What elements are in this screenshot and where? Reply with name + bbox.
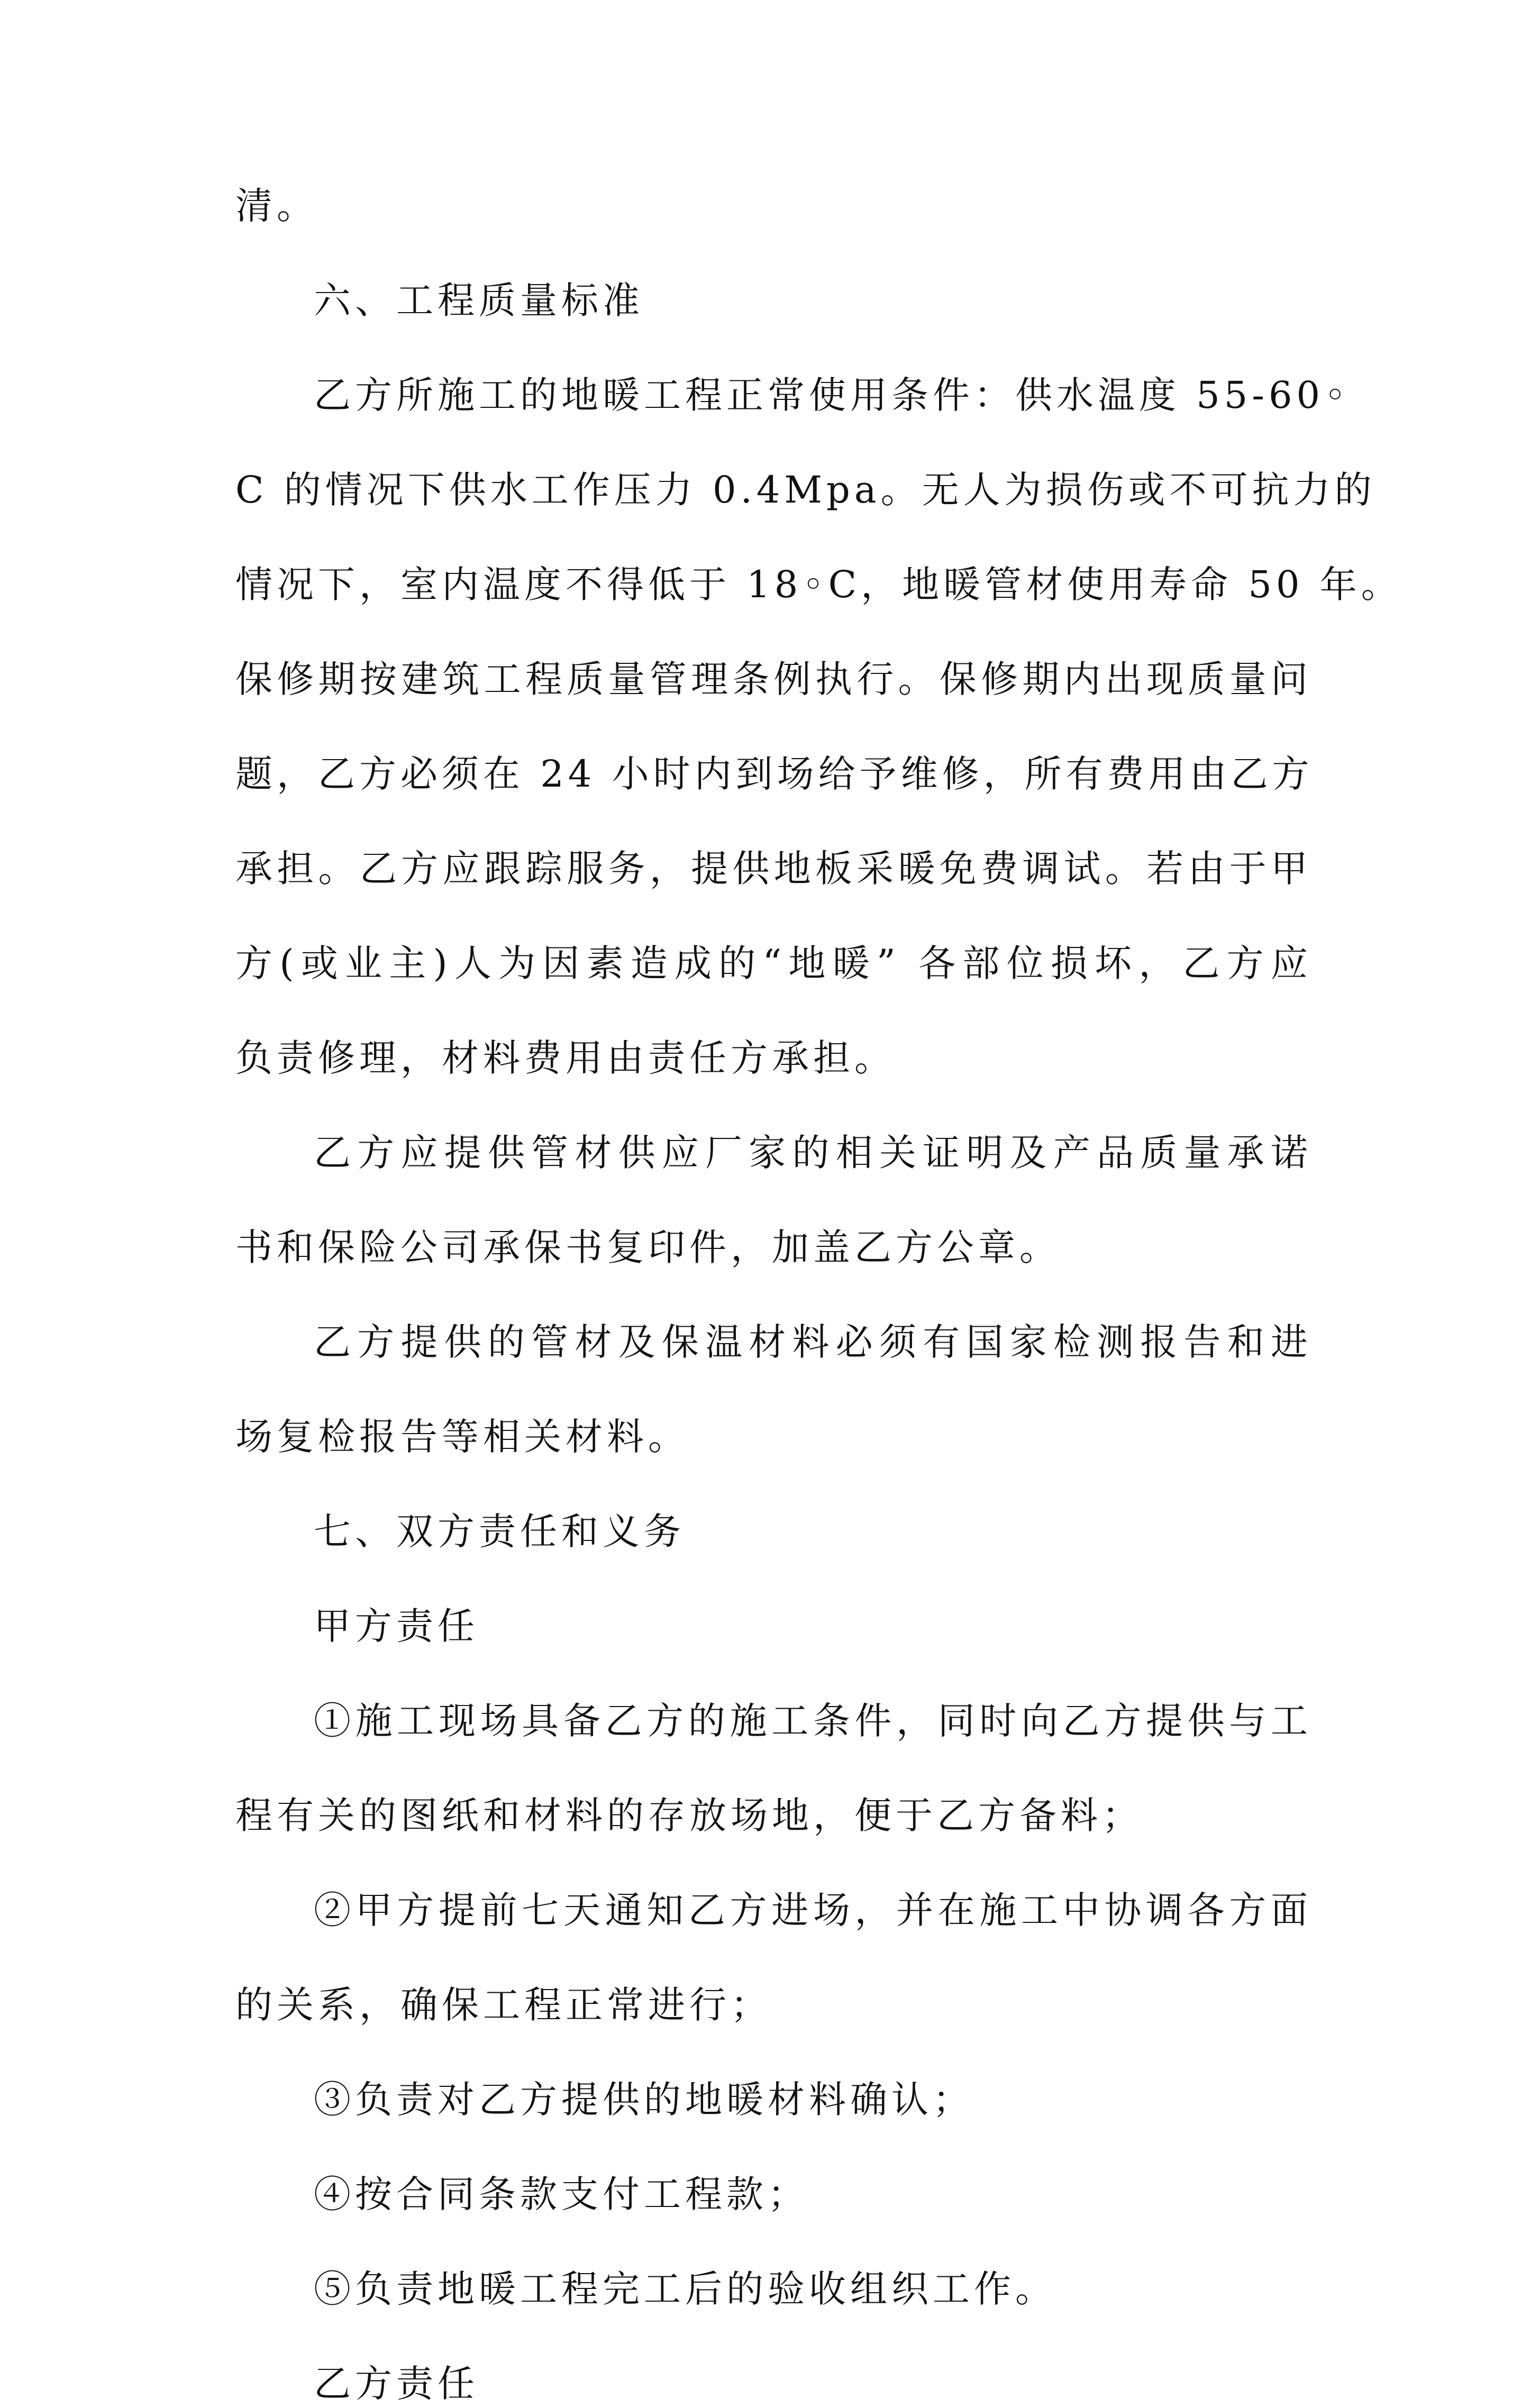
text-line: 题，乙方必须在 24 小时内到场给予维修，所有费用由乙方 bbox=[235, 752, 1314, 796]
line-gap bbox=[235, 1840, 1312, 1887]
list-item: ①施工现场具备乙方的施工条件，同时向乙方提供与工 bbox=[314, 1699, 1312, 1743]
document-body bbox=[235, 183, 1402, 2408]
line-gap bbox=[235, 1556, 1312, 1603]
line-gap bbox=[235, 798, 1312, 846]
line-gap bbox=[235, 1461, 1312, 1509]
line-gap bbox=[235, 1650, 1312, 1698]
text-line: 方(或业主)人为因素造成的“地暖” 各部位损坏，乙方应 bbox=[235, 942, 1312, 985]
text-line: 情况下，室内温度不得低于 18◦C，地暖管材使用寿命 50 年。 bbox=[235, 563, 1402, 606]
text-line: 承担。乙方应跟踪服务，提供地板采暖免费调试。若由于甲 bbox=[235, 847, 1312, 890]
line-gap bbox=[235, 2124, 1312, 2172]
subsection-heading: 甲方责任 bbox=[314, 1604, 479, 1648]
line-gap bbox=[235, 2029, 1312, 2077]
list-item: ⑤负责地暖工程完工后的验收组织工作。 bbox=[314, 2267, 1056, 2311]
line-gap bbox=[235, 893, 1312, 941]
line-gap bbox=[235, 1082, 1312, 1130]
list-item: ③负责对乙方提供的地暖材料确认； bbox=[314, 2078, 974, 2121]
line-gap bbox=[235, 1177, 1312, 1225]
text-line: 负责修理，材料费用由责任方承担。 bbox=[235, 1036, 896, 1080]
line-gap bbox=[235, 230, 1312, 278]
text-line: 的关系，确保工程正常进行； bbox=[235, 1983, 772, 2027]
line-gap bbox=[235, 704, 1312, 751]
text-line: 场复检报告等相关材料。 bbox=[235, 1415, 689, 1458]
section-heading: 七、双方责任和义务 bbox=[314, 1510, 685, 1553]
line-gap bbox=[235, 2219, 1312, 2266]
text-line: 乙方应提供管材供应厂家的相关证明及产品质量承诺 bbox=[314, 1131, 1312, 1174]
text-line: 清。 bbox=[235, 184, 318, 227]
line-gap bbox=[235, 1745, 1312, 1793]
line-gap bbox=[235, 609, 1312, 656]
line-gap bbox=[235, 1366, 1312, 1414]
text-line: 保修期按建筑工程质量管理条例执行。保修期内出现质量问 bbox=[235, 658, 1312, 701]
line-gap bbox=[235, 514, 1312, 562]
text-line: 程有关的图纸和材料的存放场地，便于乙方备料； bbox=[235, 1794, 1143, 1837]
line-gap bbox=[235, 419, 1312, 467]
list-item: ④按合同条款支付工程款； bbox=[314, 2173, 809, 2216]
list-item: ②甲方提前七天通知乙方进场，并在施工中协调各方面 bbox=[314, 1889, 1312, 1932]
line-gap bbox=[235, 988, 1312, 1035]
text-line: C 的情况下供水工作压力 0.4Mpa。无人为损伤或不可抗力的 bbox=[235, 468, 1376, 512]
section-heading: 六、工程质量标准 bbox=[314, 279, 644, 322]
line-gap bbox=[235, 1935, 1312, 1982]
subsection-heading: 乙方责任 bbox=[314, 2362, 479, 2405]
line-gap bbox=[235, 325, 1312, 372]
text-line: 乙方所施工的地暖工程正常使用条件：供水温度 55-60◦ bbox=[314, 373, 1351, 417]
text-line: 乙方提供的管材及保温材料必须有国家检测报告和进 bbox=[314, 1320, 1312, 1364]
line-gap bbox=[235, 2313, 1312, 2361]
line-gap bbox=[235, 1272, 1312, 1319]
text-line: 书和保险公司承保书复印件，加盖乙方公章。 bbox=[235, 1226, 1061, 1269]
